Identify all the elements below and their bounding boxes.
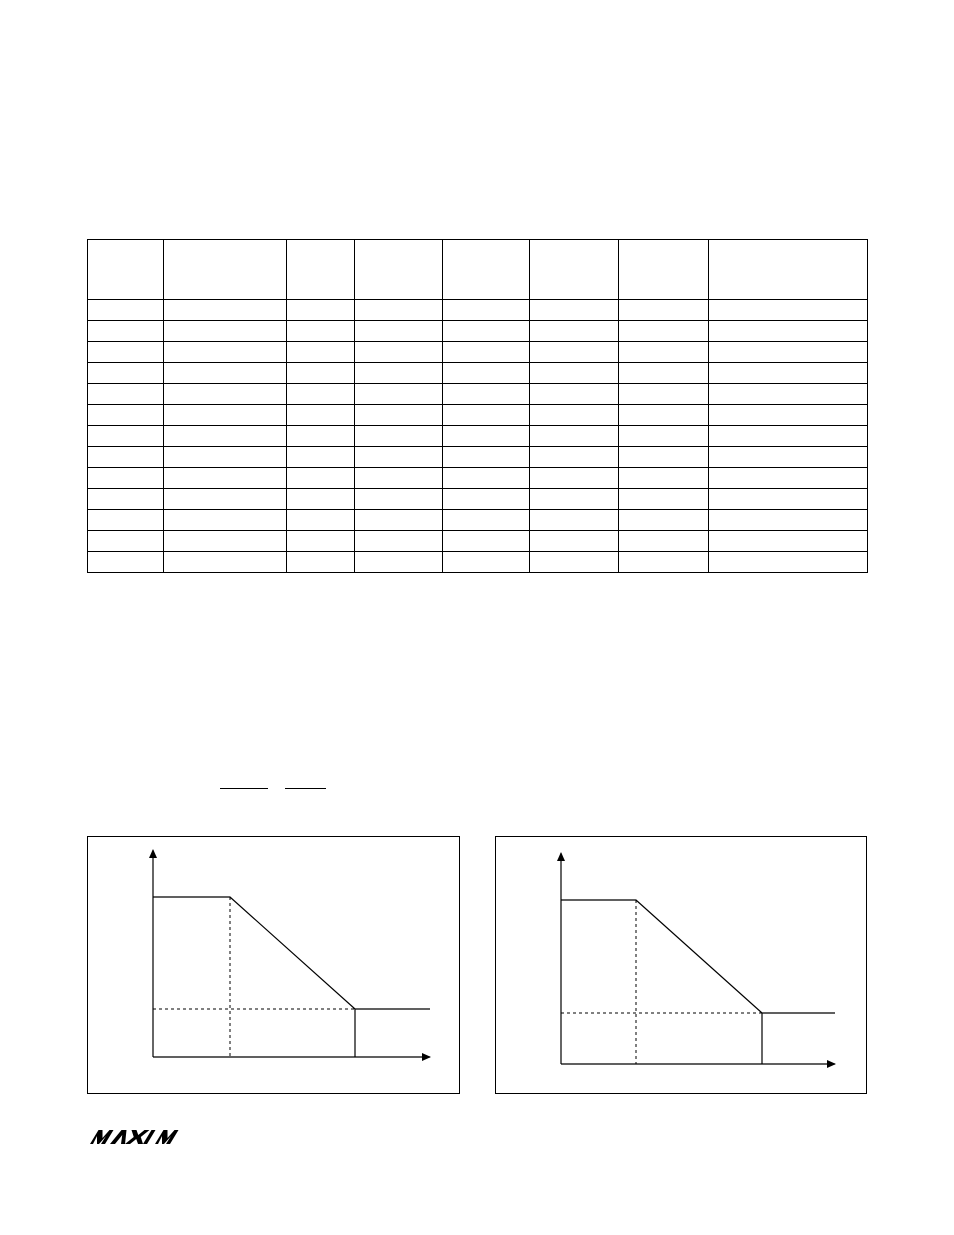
table-row — [88, 447, 868, 468]
table-cell — [164, 363, 287, 384]
table-cell — [709, 426, 868, 447]
table-cell — [287, 552, 355, 573]
table-row — [88, 321, 868, 342]
table-cell — [287, 342, 355, 363]
table-header-row — [88, 240, 868, 300]
table-cell — [443, 321, 530, 342]
table-cell — [709, 468, 868, 489]
table-cell — [709, 531, 868, 552]
header-cell — [355, 240, 443, 300]
table-cell — [287, 489, 355, 510]
table-cell — [355, 468, 443, 489]
table-cell — [443, 384, 530, 405]
table-cell — [287, 363, 355, 384]
table-cell — [164, 426, 287, 447]
table-cell — [619, 321, 709, 342]
table-cell — [88, 489, 164, 510]
header-cell — [88, 240, 164, 300]
table-cell — [443, 489, 530, 510]
table-cell — [619, 363, 709, 384]
response-curve — [153, 897, 430, 1009]
table-cell — [355, 342, 443, 363]
table-cell — [287, 384, 355, 405]
table-cell — [88, 447, 164, 468]
table-cell — [619, 531, 709, 552]
table-cell — [164, 531, 287, 552]
table-cell — [443, 342, 530, 363]
header-cell — [619, 240, 709, 300]
table-cell — [709, 510, 868, 531]
table-cell — [530, 489, 619, 510]
table-cell — [443, 426, 530, 447]
table-cell — [355, 405, 443, 426]
table-cell — [355, 531, 443, 552]
table-cell — [443, 447, 530, 468]
table-cell — [88, 300, 164, 321]
table-row — [88, 342, 868, 363]
table-cell — [443, 552, 530, 573]
table-cell — [88, 468, 164, 489]
table-cell — [709, 405, 868, 426]
table-cell — [619, 342, 709, 363]
table-cell — [355, 510, 443, 531]
figure-right — [495, 836, 867, 1094]
table-cell — [355, 300, 443, 321]
table-cell — [164, 405, 287, 426]
table-cell — [164, 300, 287, 321]
table-row — [88, 300, 868, 321]
response-curve — [561, 900, 835, 1013]
table-cell — [164, 342, 287, 363]
table-cell — [619, 489, 709, 510]
table-cell — [619, 384, 709, 405]
table-row — [88, 426, 868, 447]
table-cell — [355, 426, 443, 447]
table-cell — [164, 468, 287, 489]
table-cell — [619, 468, 709, 489]
table-cell — [709, 300, 868, 321]
table-cell — [287, 300, 355, 321]
table-cell — [530, 405, 619, 426]
equation-fraction-bar — [285, 788, 326, 789]
table-cell — [88, 510, 164, 531]
figure-right-graph — [496, 837, 868, 1095]
table-cell — [530, 384, 619, 405]
table-cell — [164, 447, 287, 468]
table-cell — [287, 531, 355, 552]
header-cell — [164, 240, 287, 300]
table-cell — [287, 468, 355, 489]
table-cell — [709, 321, 868, 342]
header-cell — [530, 240, 619, 300]
table-cell — [355, 447, 443, 468]
table-cell — [287, 510, 355, 531]
table-cell — [355, 552, 443, 573]
table-row — [88, 552, 868, 573]
table-cell — [88, 405, 164, 426]
table-cell — [287, 426, 355, 447]
table-cell — [88, 342, 164, 363]
table-cell — [709, 489, 868, 510]
header-cell — [709, 240, 868, 300]
table-body — [88, 240, 868, 573]
table-row — [88, 468, 868, 489]
table-cell — [164, 510, 287, 531]
table-cell — [709, 363, 868, 384]
table-cell — [530, 321, 619, 342]
table-cell — [88, 321, 164, 342]
table-cell — [530, 447, 619, 468]
table-cell — [443, 300, 530, 321]
table-cell — [530, 363, 619, 384]
table-cell — [355, 384, 443, 405]
table-cell — [530, 552, 619, 573]
maxim-logo-icon — [90, 1128, 200, 1146]
table-cell — [619, 552, 709, 573]
table-cell — [164, 321, 287, 342]
table-cell — [709, 552, 868, 573]
table-cell — [88, 384, 164, 405]
table-cell — [88, 552, 164, 573]
table-row — [88, 405, 868, 426]
table-cell — [530, 510, 619, 531]
table-cell — [287, 405, 355, 426]
table-cell — [355, 489, 443, 510]
table-cell — [619, 426, 709, 447]
table-cell — [619, 300, 709, 321]
table-cell — [164, 489, 287, 510]
table-cell — [88, 531, 164, 552]
table-cell — [443, 531, 530, 552]
table-row — [88, 531, 868, 552]
header-cell — [287, 240, 355, 300]
table-cell — [619, 447, 709, 468]
table-cell — [619, 510, 709, 531]
table-cell — [709, 447, 868, 468]
table-row — [88, 363, 868, 384]
table-cell — [619, 405, 709, 426]
table-cell — [530, 342, 619, 363]
header-cell — [443, 240, 530, 300]
table-cell — [355, 363, 443, 384]
table-cell — [443, 510, 530, 531]
spec-table — [87, 239, 868, 573]
table-cell — [88, 363, 164, 384]
table-cell — [164, 552, 287, 573]
figure-left-graph — [88, 837, 461, 1095]
table-cell — [443, 405, 530, 426]
table-cell — [443, 363, 530, 384]
table-cell — [530, 468, 619, 489]
table-cell — [709, 342, 868, 363]
table-cell — [530, 426, 619, 447]
table-cell — [530, 531, 619, 552]
maxim-logo — [90, 1128, 200, 1151]
table-cell — [530, 300, 619, 321]
table-cell — [355, 321, 443, 342]
table-cell — [709, 384, 868, 405]
table-cell — [287, 447, 355, 468]
table-cell — [88, 426, 164, 447]
table-cell — [443, 468, 530, 489]
table-cell — [287, 321, 355, 342]
equation-fraction-bar — [220, 788, 268, 789]
table-row — [88, 489, 868, 510]
figure-left — [87, 836, 460, 1094]
table-row — [88, 384, 868, 405]
table-row — [88, 510, 868, 531]
table-cell — [164, 384, 287, 405]
